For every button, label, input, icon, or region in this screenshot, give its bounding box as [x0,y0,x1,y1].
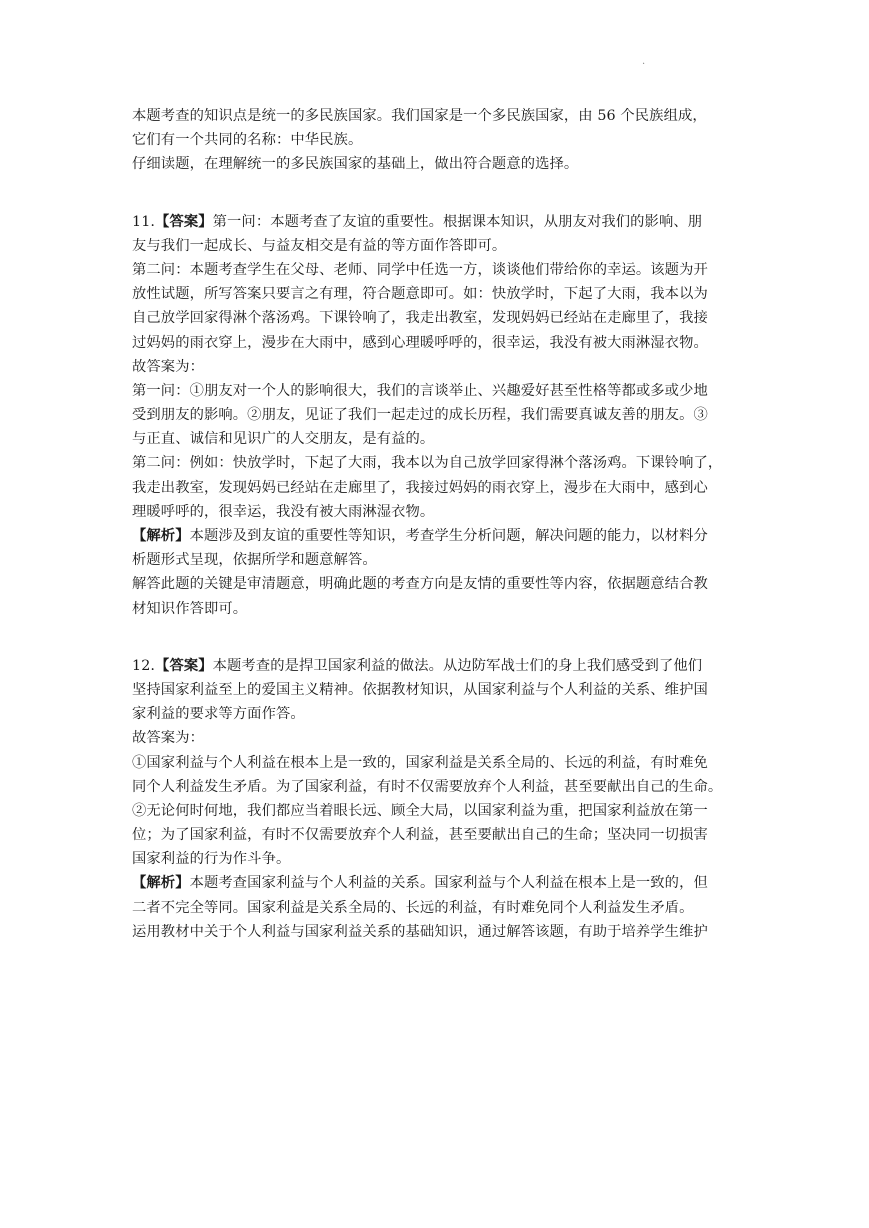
text-line: 故答案为： [132,358,204,375]
text-span: 本题考查国家利益与个人利益的关系。国家利益与个人利益在根本上是一致的，但 [189,875,708,892]
text-line: 自己放学回家得淋个落汤鸡。下课铃响了，我走出教室，发现妈妈已经站在走廊里了，我接 [132,310,708,327]
text-span: 第一问：本题考查了友谊的重要性。根据课本知识，从朋友对我们的影响、朋 [212,213,703,230]
text-line: 国家利益的行为作斗争。 [132,851,291,868]
page-dot: . [642,56,646,67]
answer-tag: 【答案】 [155,213,213,230]
intro-section [132,104,744,177]
text-line: 析题形式呈现，依据所学和题意解答。 [132,552,377,569]
answer-tag: 【答案】 [155,657,213,674]
question-number: 12. [132,657,156,674]
text-line: 位；为了国家利益，有时不仅需要放弃个人利益，甚至要献出自己的生命；坚决同一切损害 [132,827,708,844]
text-line: ②无论何时何地，我们都应当着眼长远、顾全大局，以国家利益为重，把国家利益放在第一 [132,802,708,819]
text-line: 受到朋友的影响。②朋友，见证了我们一起走过的成长历程，我们需要真诚友善的朋友。③ [132,407,708,424]
text-line: 仔细读题，在理解统一的多民族国家的基础上，做出符合题意的选择。 [132,156,579,173]
question-11-section [132,210,744,621]
text-line: 第二问：例如：快放学时，下起了大雨，我本以为自己放学回家得淋个落汤鸡。下课铃响了， [132,455,723,472]
text-line: 故答案为： [132,730,204,747]
text-line: 家利益的要求等方面作答。 [132,706,305,723]
text-line: 第一问：①朋友对一个人的影响很大，我们的言谈举止、兴趣爱好甚至性格等都或多或少地 [132,382,708,399]
text-span: 本题涉及到友谊的重要性等知识，考查学生分析问题，解决问题的能力，以材料分 [189,528,708,544]
text-span: 本题考查的是捍卫国家利益的做法。从边防军战士们的身上我们感受到了他们 [212,657,703,674]
text-line: 我走出教室，发现妈妈已经站在走廊里了，我接过妈妈的雨衣穿上，漫步在大雨中，感到心 [132,479,708,496]
question-12-section [132,654,744,944]
text-line: 本题考查的知识点是统一的多民族国家。我们国家是一个多民族国家，由 56 个民族组成， [132,108,707,124]
text-line: 同个人利益发生矛盾。为了国家利益，有时不仅需要放弃个人利益，甚至要献出自己的生命。 [132,778,723,795]
text-line: 友与我们一起成长、与益友相交是有益的等方面作答即可。 [132,237,507,254]
text-line: ①国家利益与个人利益在根本上是一致的，国家利益是关系全局的、长远的利益，有时难免 [132,754,708,771]
text-line: 运用教材中关于个人利益与国家利益关系的基础知识，通过解答该题，有助于培养学生维护 [132,923,708,940]
q11-answer-line [132,210,744,234]
q12-analysis-line [132,871,744,895]
text-line: 第二问：本题考查学生在父母、老师、同学中任选一方，谈谈他们带给你的幸运。该题为开 [132,261,708,278]
text-line: 放性试题，所写答案只要言之有理，符合题意即可。如：快放学时，下起了大雨，我本以为 [132,286,708,303]
q12-answer-line [132,654,744,678]
question-number: 11. [132,213,156,230]
text-line: 与正直、诚信和见识广的人交朋友，是有益的。 [132,431,435,448]
text-line: 二者不完全等同。国家利益是关系全局的、长远的利益，有时难免同个人利益发生矛盾。 [132,899,694,916]
text-line: 解答此题的关键是审清题意，明确此题的考查方向是友情的重要性等内容，依据题意结合教 [132,576,708,593]
analysis-tag: 【解析】 [132,528,190,544]
text-line: 它们有一个共同的名称：中华民族。 [132,132,363,149]
text-line: 理暖呼呼的，很幸运，我没有被大雨淋湿衣物。 [132,503,435,520]
text-line: 材知识作答即可。 [132,600,248,617]
q11-analysis-line [132,524,744,548]
text-line: 坚持国家利益至上的爱国主义精神。依据教材知识，从国家利益与个人利益的关系、维护国 [132,681,708,698]
text-line: 过妈妈的雨衣穿上，漫步在大雨中，感到心理暖呼呼的，很幸运，我没有被大雨淋湿衣物。 [132,334,708,351]
document-body [132,104,744,944]
analysis-tag: 【解析】 [132,875,190,892]
